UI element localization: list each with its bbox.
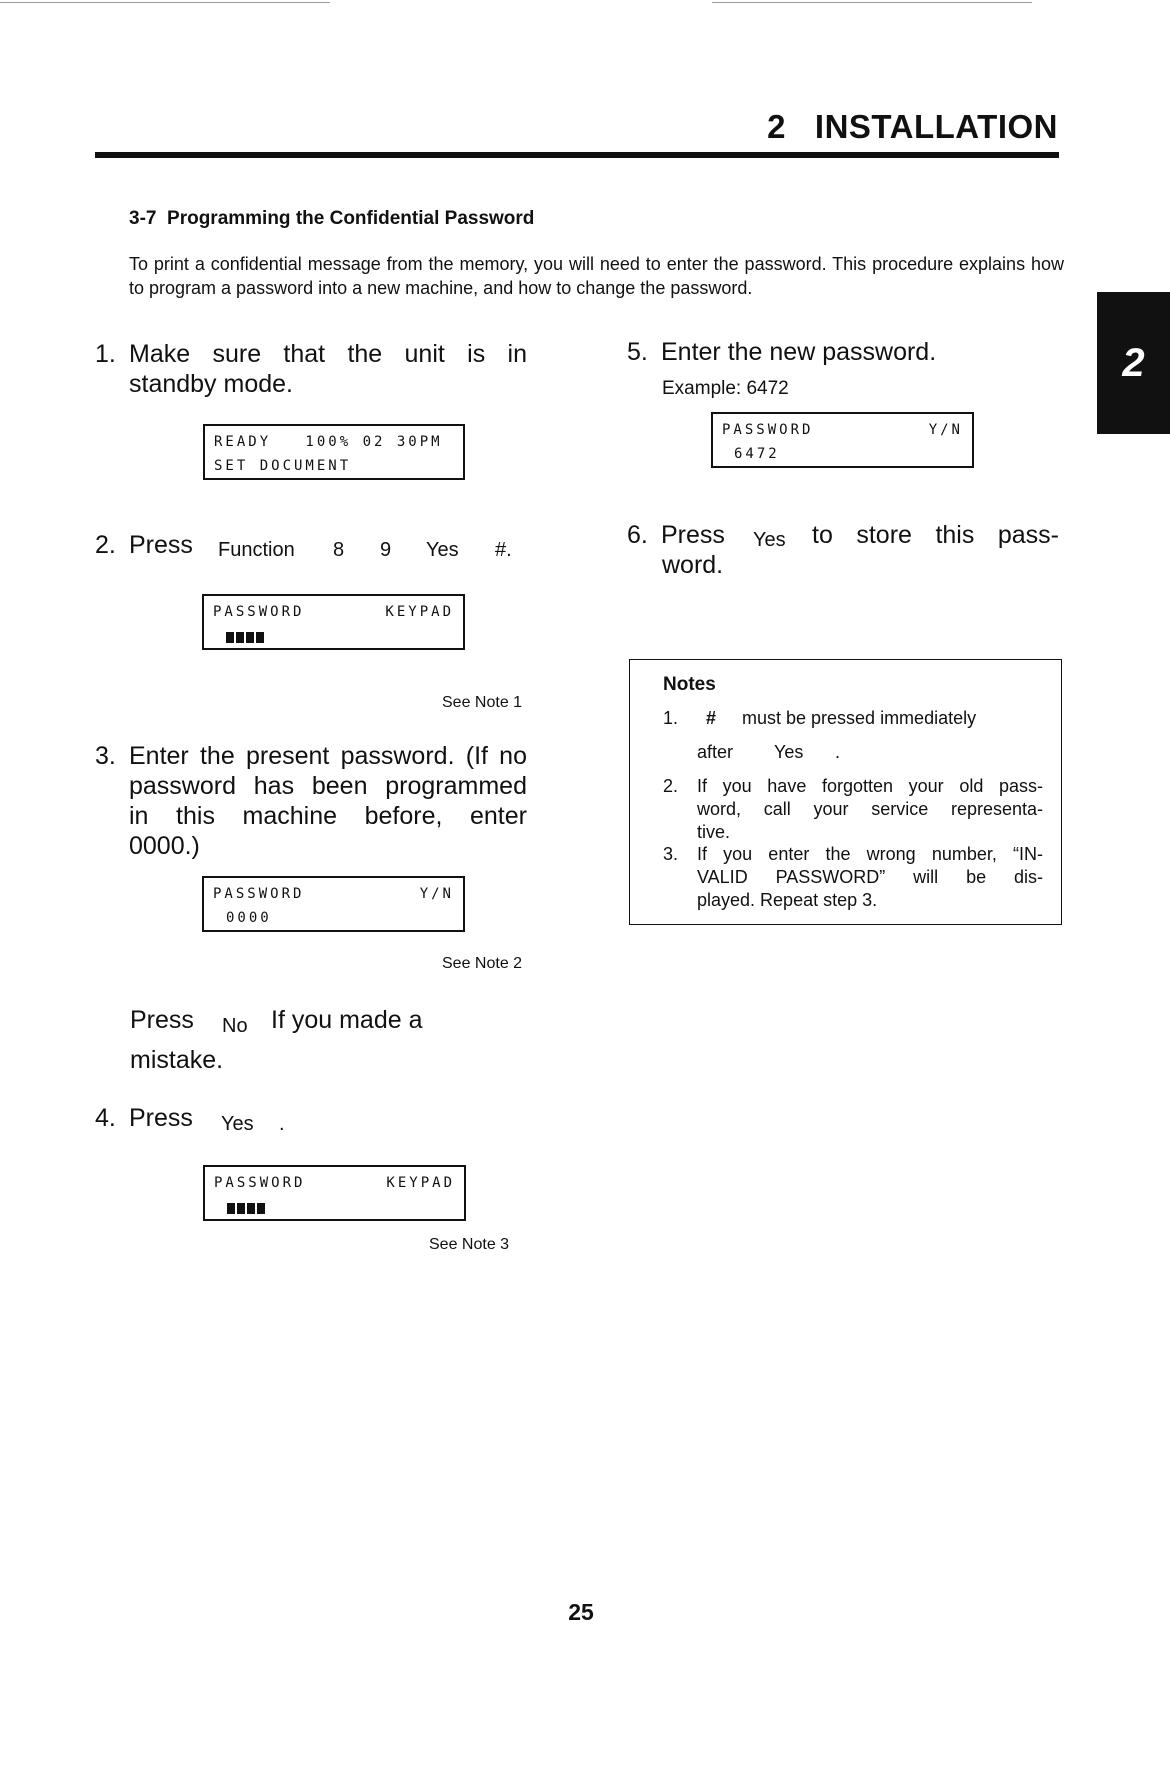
lcd-line-2: 0000: [226, 910, 272, 926]
step-number: 2.: [95, 531, 116, 559]
key-9: 9: [380, 539, 392, 561]
chapter-tab: 2: [1097, 292, 1170, 434]
step-text: Enter the present password. (If no: [129, 742, 527, 770]
lcd-display: [202, 594, 465, 650]
see-note-3: See Note 3: [429, 1236, 510, 1253]
key-yes: Yes: [426, 539, 459, 561]
step-text: word.: [662, 551, 724, 579]
step-number: 4.: [95, 1104, 116, 1132]
mistake-instruction: [130, 1005, 490, 1077]
key-yes: Yes: [221, 1113, 254, 1135]
key-hash: #: [706, 708, 717, 728]
key-hash: #.: [495, 539, 512, 561]
key-yes: Yes: [774, 742, 804, 762]
period: .: [835, 742, 841, 762]
lcd-line-2: SET DOCUMENT: [214, 458, 352, 474]
step-6: [627, 520, 1059, 582]
page-number: 25: [568, 1599, 594, 1625]
see-note-1: See Note 1: [442, 694, 523, 711]
step-text: Press: [129, 1104, 193, 1132]
header-rule: [95, 152, 1059, 158]
key-no: No: [222, 1015, 248, 1037]
note-text: after: [697, 742, 734, 762]
note-number: 1.: [663, 708, 679, 728]
note-text: tive.: [697, 822, 731, 842]
note-text: word, call your service representa-: [697, 799, 1043, 819]
step-text: in this machine before, enter: [129, 802, 527, 830]
page-header-title: 2 INSTALLATION: [767, 108, 1058, 145]
lcd-line-1: PASSWORD: [722, 422, 814, 438]
step-number: 1.: [95, 340, 116, 368]
note-text: must be pressed immediately: [742, 708, 977, 728]
step-text: Press: [129, 531, 193, 559]
scan-mark: [712, 2, 1032, 3]
lcd-line-1: PASSWORD: [213, 604, 305, 620]
step-text: standby mode.: [129, 370, 293, 398]
step-5: [627, 337, 1059, 407]
note-text: If you have forgotten your old pass-: [697, 776, 1043, 796]
notes-title: Notes: [663, 674, 716, 695]
lcd-line-1: PASSWORD: [214, 1175, 306, 1191]
see-note-2: See Note 2: [442, 955, 523, 972]
key-function: Function: [218, 539, 295, 561]
note-number: 3.: [663, 844, 679, 864]
step-text: mistake.: [130, 1046, 224, 1074]
note-text: played. Repeat step 3.: [697, 890, 878, 910]
scan-mark: [0, 2, 330, 3]
step-number: 3.: [95, 742, 116, 770]
lcd-line-1-right: Y/N: [928, 422, 963, 438]
step-text: to store this pass-: [812, 521, 1059, 549]
step-1: [95, 339, 527, 401]
step-text: If you made a: [271, 1006, 423, 1034]
lcd-line-1: PASSWORD: [213, 886, 305, 902]
note-number: 2.: [663, 776, 679, 796]
lcd-line-1-right: KEYPAD: [386, 1175, 455, 1191]
note-1: [663, 707, 1043, 767]
password-mask: [226, 632, 264, 643]
step-number: 5.: [627, 338, 648, 366]
period: .: [279, 1113, 285, 1135]
lcd-display: [203, 1165, 466, 1221]
note-text: If you enter the wrong number, “IN-: [697, 844, 1043, 864]
lcd-line-2: 6472: [734, 446, 780, 462]
step-text: 0000.): [129, 832, 200, 860]
step-text: Press: [661, 521, 725, 549]
step-number: 6.: [627, 521, 648, 549]
step-text: Press: [130, 1006, 194, 1034]
note-text: VALID PASSWORD” will be dis-: [697, 867, 1043, 887]
step-text: password has been programmed: [129, 772, 527, 800]
intro-paragraph: To print a confidential message from the memory, you will need to enter the password. This procedure explains how to program a password into a new machine, and how to change the password.: [129, 254, 1064, 298]
step-text: Make sure that the unit is in: [129, 340, 527, 368]
note-2: [663, 775, 1043, 845]
lcd-display: [711, 412, 974, 468]
key-8: 8: [333, 539, 345, 561]
notes-box: [629, 659, 1062, 925]
lcd-line-1-right: KEYPAD: [385, 604, 454, 620]
section-title: 3-7 Programming the Confidential Password: [129, 208, 535, 229]
step-2: [95, 530, 527, 562]
lcd-line-1-right: Y/N: [419, 886, 454, 902]
lcd-display: [202, 876, 465, 932]
step-4: [95, 1103, 395, 1135]
note-3: [663, 843, 1043, 913]
lcd-line-1: READY 100% 02 30PM: [214, 434, 443, 450]
key-yes: Yes: [753, 529, 786, 551]
lcd-display: [203, 424, 465, 480]
step-text: Enter the new password.: [661, 338, 937, 366]
example-text: Example: 6472: [662, 378, 789, 399]
password-mask: [227, 1203, 265, 1214]
step-3: [95, 741, 527, 861]
